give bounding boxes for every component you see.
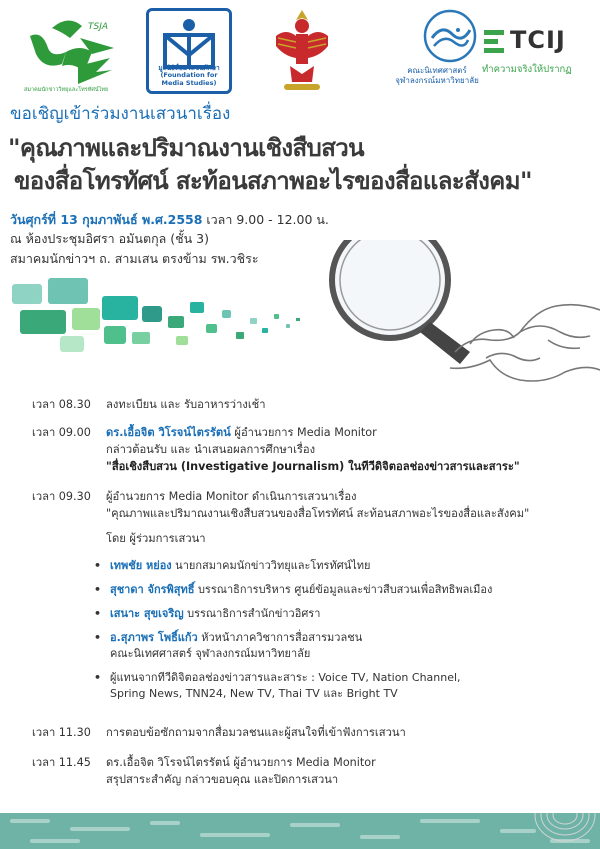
panelist-role: หัวหน้าภาควิชาการสื่อสารมวลชน xyxy=(197,631,363,644)
panelist-item xyxy=(110,582,492,598)
agenda-text: สรุปสาระสำคัญ กล่าวขอบคุณ และปิดการเสวนา xyxy=(106,773,339,786)
agenda-content xyxy=(106,424,520,475)
tsja-caption: สมาคมนักข่าววิทยุและโทรทัศน์ไทย xyxy=(24,87,109,93)
pixel-stream xyxy=(12,278,300,352)
comm-arts-caption-2: จุฬาลงกรณ์มหาวิทยาลัย xyxy=(395,75,479,85)
agenda-text: ผู้อำนวยการ Media Monitor ดำเนินการเสวนาเรื่อง xyxy=(106,490,357,503)
garuda-icon xyxy=(272,6,332,96)
panelist-role: นายกสมาคมนักข่าววิทยุและโทรทัศน์ไทย xyxy=(171,559,371,572)
agenda-text: "คุณภาพและปริมาณงานเชิงสืบสวนของสื่อโทรทัศน์ สะท้อนสภาพอะไรของสื่อและสังคม" xyxy=(106,507,530,520)
agenda-text: ลงทะเบียน และ รับอาหารว่างเช้า xyxy=(106,398,266,411)
tsja-logo xyxy=(22,8,126,98)
event-time: เวลา 9.00 - 12.00 น. xyxy=(202,212,329,227)
agenda-text: การตอบข้อซักถามจากสื่อมวลชนและผู้สนใจที่เข้าฟังการเสวนา xyxy=(106,726,406,739)
study-title: "สื่อเชิงสืบสวน (Investigative Journalism) ในทีวีดิจิตอลช่องข่าวสารและสาระ" xyxy=(106,460,520,473)
comm-arts-caption-1: คณะนิเทศศาสตร์ xyxy=(407,66,467,75)
agenda-content xyxy=(106,488,529,547)
panelist-role: บรรณาธิการบริหาร ศูนย์ข้อมูลและข่าวสืบสวนเพื่อสิทธิพลเมือง xyxy=(194,583,493,596)
agenda-time: เวลา 11.30 xyxy=(32,726,91,739)
tsja-bird-icon xyxy=(22,8,126,98)
seminar-title-line2: ของสื่อโทรทัศน์ สะท้อนสภาพอะไรของสื่อและสังคม" xyxy=(14,167,532,196)
magnifier-artwork xyxy=(0,240,600,390)
panelist-item xyxy=(110,670,461,702)
panelist-item xyxy=(110,630,362,662)
tcij-wordmark: TCIJ xyxy=(510,26,566,54)
panel-intro: โดย ผู้ร่วมการเสวนา xyxy=(106,532,206,545)
agenda-content xyxy=(106,754,376,788)
tsja-text: TSJA xyxy=(88,22,109,32)
panelist-name: เสนาะ สุขเจริญ xyxy=(110,607,184,620)
panelist-item xyxy=(110,606,320,622)
fms-caption-th: มูลนิธิสื่อมวลชนศึกษา xyxy=(158,63,220,72)
agenda-time: เวลา 09.30 xyxy=(32,490,91,503)
panelist-role: ผู้แทนจากทีวีดิจิตอลช่องข่าวสารและสาระ : Voice TV, Nation Channel, xyxy=(110,671,461,684)
tcij-logo xyxy=(482,24,582,84)
speaker-name: ดร.เอื้อจิต วิโรจน์ไตรรัตน์ xyxy=(106,426,231,439)
panelist-role: บรรณาธิการสำนักข่าวอิศรา xyxy=(183,607,321,620)
speaker-role: ผู้อำนวยการ Media Monitor xyxy=(230,426,377,439)
panelist-role-2: Spring News, TNN24, New TV, Thai TV และ Bright TV xyxy=(110,687,398,700)
panelist-item xyxy=(110,558,370,574)
panelist-name: อ.สุภาพร โพธิ์แก้ว xyxy=(110,631,198,644)
comm-arts-emblem-icon xyxy=(422,8,478,64)
panelist-role-2: คณะนิเทศศาสตร์ จุฬาลงกรณ์มหาวิทยาลัย xyxy=(110,647,311,660)
hand-sketch xyxy=(450,305,600,381)
agenda-time: เวลา 11.45 xyxy=(32,756,91,769)
agenda-text: กล่าวต้อนรับ และ นำเสนอผลการศึกษาเรื่อง xyxy=(106,443,316,456)
panelist-name: เทพชัย หย่อง xyxy=(110,559,172,572)
event-address: สมาคมนักข่าวฯ ถ. สามเสน ตรงข้าม รพ.วชิระ xyxy=(10,250,259,266)
logo-bar xyxy=(0,0,600,100)
invite-line: ขอเชิญเข้าร่วมงานเสวนาเรื่อง xyxy=(10,104,231,124)
seminar-title xyxy=(8,132,598,198)
agenda-time: เวลา 09.00 xyxy=(32,426,91,439)
seminar-title-line1: "คุณภาพและปริมาณงานเชิงสืบสวน xyxy=(8,134,364,162)
panelist-name: สุชาดา จักรพิสุทธิ์ xyxy=(110,583,195,596)
comm-arts-logo xyxy=(384,8,490,98)
event-date: วันศุกร์ที่ 13 กุมภาพันธ์ พ.ศ.2558 xyxy=(10,212,203,227)
event-place: ณ ห้องประชุมอิศรา อมันตกุล (ชั้น 3) xyxy=(10,231,209,247)
agenda-time: เวลา 08.30 xyxy=(32,398,91,411)
footer-band xyxy=(0,813,600,849)
agenda-text: ดร.เอื้อจิต วิโรจน์ไตรรัตน์ ผู้อำนวยการ Media Monitor xyxy=(106,756,376,769)
garuda-emblem xyxy=(272,6,332,96)
comm-arts-caption xyxy=(384,66,490,85)
fms-caption xyxy=(149,65,229,87)
tcij-stripes-icon xyxy=(482,28,508,56)
fms-logo xyxy=(146,8,232,94)
fms-caption-en: (Foundation for Media Studies) xyxy=(160,71,218,87)
magnifier-icon xyxy=(332,240,470,364)
tcij-tagline: ทำความจริงให้ปรากฏ xyxy=(482,64,572,75)
